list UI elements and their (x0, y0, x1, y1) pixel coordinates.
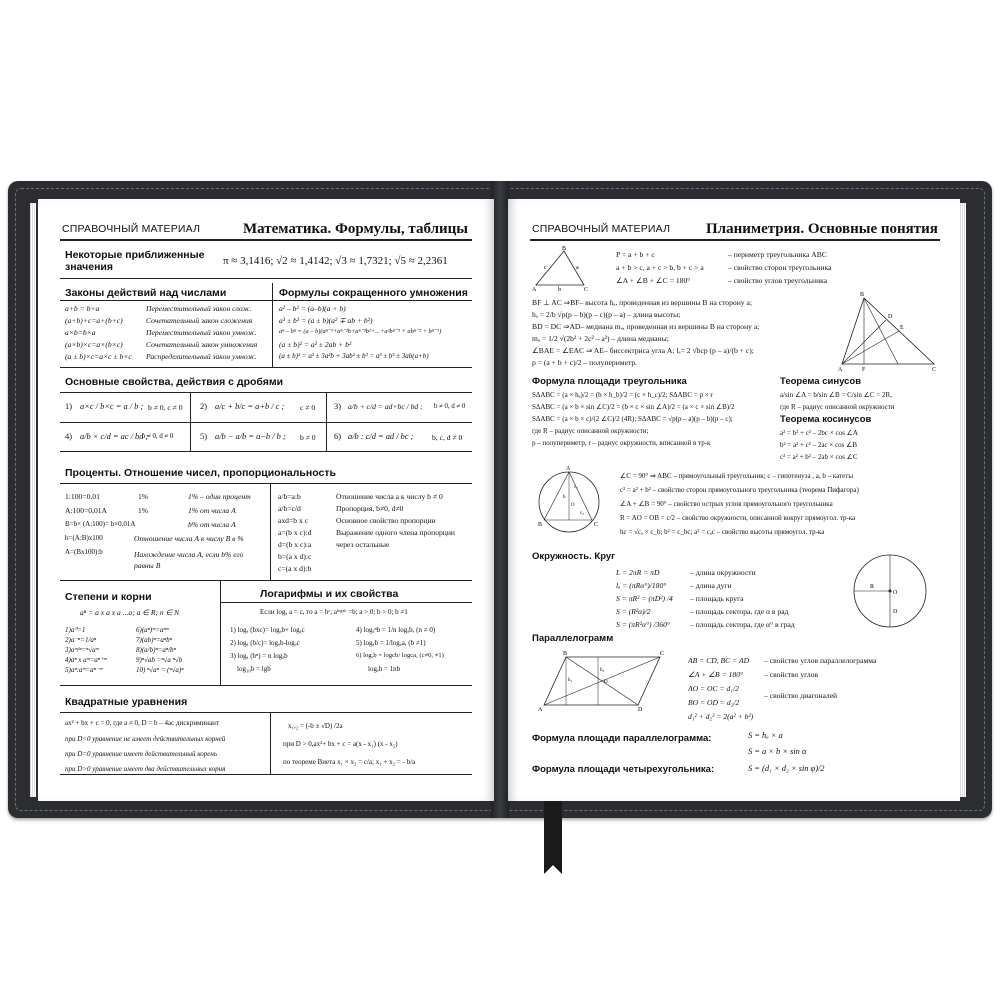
right-tri-line: hc = √cₐ × c_b; b² = c_bc; a² = cₐc – свойство высоты прямоугол. тр-ка (620, 528, 825, 536)
prop-a: a/b=a:b (278, 492, 301, 501)
par-label: C (660, 651, 665, 657)
par-formula: BO = OD = d₂/2 (688, 698, 740, 707)
percent-c: Отношение числа А к числу В в % (134, 534, 244, 543)
fraction-num: 5) (200, 432, 207, 441)
law-formula: (a+b)+c=a+(b+c) (65, 316, 123, 325)
power-rule: 4)aⁿ x aᵐ=aⁿ⁺ᵐ (65, 656, 107, 664)
circ-label: A (566, 466, 571, 472)
right-page (508, 199, 960, 801)
quad-factor: при D > 0,ax²+ bx + c = a(x - x₁) (x - x₂) (283, 740, 398, 748)
circ-label: B (538, 522, 543, 528)
percent-a: A=(Bx100):b (65, 548, 103, 556)
quad-heading: Квадратные уравнения (65, 696, 188, 708)
tri-line: p = (a + b + c)/2 – полупериметр. (532, 358, 638, 367)
left-header: СПРАВОЧНЫЙ МАТЕРИАЛ (62, 223, 201, 235)
short-mult-heading: Формулы сокращенного умножения (279, 287, 468, 299)
prop-a: axd=b x c (278, 516, 309, 525)
bookmark-ribbon[interactable] (544, 800, 562, 874)
tri-label: B (562, 246, 567, 252)
law-formula: (a ± b)×c=a×c ± b×c (65, 352, 132, 361)
circle-desc: – длина окружности (690, 568, 756, 577)
law-desc: Переместительный закон умнож. (146, 328, 257, 337)
par-formula: d₁² + d₂² = 2(a² + b²) (688, 712, 754, 721)
triangle-heights-diagram (838, 292, 938, 372)
log-rule: 5) logₐb = 1/logₐa, (b ≠1) (356, 639, 426, 647)
circle-heading: Окружность. Круг (532, 551, 616, 562)
prop-a: a=(b x c):d (278, 528, 312, 537)
circ-label: h (563, 495, 566, 500)
par-label: B (563, 651, 568, 657)
logs-heading: Логарифмы и их свойства (260, 588, 399, 600)
fraction-cond: b ≠ 0 (300, 433, 316, 442)
circle-formula: S = πR² = (πD²) /4 (616, 594, 673, 603)
par-formula: AO = OC = d₁/2 (688, 684, 739, 693)
power-rule: 6)(aⁿ)ᵐ=aⁿᵐ (136, 626, 169, 634)
fractions-heading: Основные свойства, действия с дробями (65, 376, 284, 388)
left-page (38, 199, 494, 801)
area-par-line: S = hₐ × a (748, 731, 783, 740)
right-page-edges (960, 203, 966, 797)
prop-b: Основное свойство пропорции (336, 516, 436, 525)
short-formula: aⁿ – bⁿ = (a – b)(aⁿ⁻¹+aⁿ⁻²b+aⁿ⁻³b²+...+a²bⁿ⁻³ + abⁿ⁻² + bⁿ⁻¹) (279, 328, 442, 335)
par-label: h₁ (568, 678, 573, 683)
quad-line: ax² + bx + c = 0, где a ≠ 0, D = b – 4ac дискриминант (65, 719, 219, 727)
circle-formula: S = (R²α)/2 (616, 607, 651, 616)
left-page-edges (30, 203, 36, 797)
tri-formula: ∠A + ∠B + ∠C = 180° (616, 276, 691, 285)
par-label: D (638, 707, 643, 713)
circle-label: R (870, 584, 875, 590)
power-rule: 3)aᵐ/ⁿ=ⁿ√aᵐ (65, 646, 99, 654)
quad-line: при D<0 уравнение не имеет действительных корней (65, 735, 226, 743)
area-par-heading: Формула площади параллелограмма: (532, 733, 712, 744)
percent-a: b=(A:B)x100 (65, 534, 103, 542)
fraction-formula: a/b − a/b = a−b / b ; (215, 432, 286, 441)
tri2-label: D (888, 314, 893, 320)
log-rule: log₁₀b = lgb (237, 665, 271, 673)
circle-diagram (850, 551, 930, 631)
percent-a: A:100=0,01A (65, 506, 108, 515)
fraction-formula: a/b : c/d = ad / bc ; (348, 432, 414, 441)
law-desc: Распределительный закон умнож. (146, 352, 257, 361)
circle-formula: L = 2πR = πD (616, 568, 660, 577)
percent-c: 1% от числа А (188, 506, 236, 515)
right-tri-line: R = AO = OB = c/2 – свойство окружности, описанной вокруг прямоугол. тр-ка (620, 514, 856, 522)
sines-line: где R – радиус описанной окружности (780, 403, 895, 411)
prop-b: Пропорция, b≠0, d≠0 (336, 504, 404, 513)
circle-desc: – площадь круга (690, 594, 744, 603)
right-tri-line: ∠A + ∠B = 90° – свойство острых углов прямоугольного треугольника (620, 500, 833, 508)
par-formula: ∠A + ∠B = 180° (688, 670, 744, 679)
tri2-label: A (838, 367, 843, 373)
tri-label: c (544, 265, 547, 271)
area-line: SΔABC = (a × b × c)/(2 ∠C)/2 (4R); SΔABC = √p(p – a)(p – b)(p – c); (532, 415, 733, 423)
fraction-num: 3) (334, 402, 341, 411)
log-rule: 2) logₐ (b/c)= logₐb-logₐc (230, 639, 300, 647)
cosines-line: a² = b² + c² – 2bc × cos ∠A (780, 429, 858, 437)
quad-vieta: по теореме Виета x₁ × x₂ = c/a; x₁ + x₂ = - b/a (283, 758, 416, 766)
fraction-num: 4) (65, 432, 72, 441)
quad-line: при D=0 уравнение имеет действительный корень (65, 750, 218, 758)
percent-b: 1% (138, 506, 149, 515)
power-rule: 10) ⁿ√aⁿ = (ⁿ√a)ⁿ (136, 666, 184, 674)
area-quad-line: S = (d₁ × d₂ × sin φ)/2 (748, 764, 825, 773)
short-formula: a² – b² = (a–b)(a + b) (279, 304, 346, 313)
tri-label: a (576, 265, 579, 271)
short-formula: a³ ± b³ = (a ± b)(a² ∓ ab + b²) (279, 316, 373, 325)
fraction-cond: b ≠ 0, d ≠ 0 (142, 433, 174, 440)
right-header: СПРАВОЧНЫЙ МАТЕРИАЛ (532, 223, 671, 235)
tri-formula: P = a + b + c (616, 250, 655, 259)
tri-line: hₐ = 2/b √p(p – b)(p – c)(p – a) – длина высоты; (532, 310, 681, 319)
tri-desc: – свойство сторон треугольника (728, 263, 832, 272)
logs-def: Если logₐ a = c, то a = bᶜ; aˡᵒᵍᵃᵇ =b; a > 0; b > 0; b ≠1 (260, 608, 408, 616)
percent-a: 1:100=0,01 (65, 492, 100, 501)
area-heading: Формула площади треугольника (532, 376, 687, 387)
circ-label: C (594, 522, 599, 528)
power-rule: 2)a⁻ⁿ=1/aⁿ (65, 636, 97, 644)
law-formula: a+b = b+a (65, 304, 100, 313)
tri-line: BD = DC ⇒AD– медиана mₐ, проведенная из вершины B на сторону a; (532, 322, 760, 331)
prop-b: Выражение одного члена пропорции (336, 528, 455, 537)
fraction-formula: a×c / b×c = a / b ; (80, 402, 144, 411)
log-rule: logₑb = 1nb (368, 665, 401, 673)
area-quad-heading: Формула площади четырехугольника: (532, 764, 715, 775)
fraction-formula: a/b × c/d = ac / bd ; (80, 432, 149, 441)
area-line: p – полупериметр, r – радиус окружности, вписанной в тр-к (532, 439, 711, 447)
fraction-cond: b, c, d ≠ 0 (432, 433, 463, 442)
circle-formula: lₐ = (πRα°)/180° (616, 581, 667, 590)
tri-desc: – периметр треугольника ABC (728, 250, 827, 259)
tri2-label: C (932, 367, 937, 373)
par-desc: – свойство углов (764, 670, 819, 679)
right-title: Планиметрия. Основные понятия (706, 221, 938, 237)
circ-label: c₂ (580, 511, 584, 516)
percent-c: 1% – один процент (188, 492, 251, 501)
cosines-line: c² = a² + b² – 2ab × cos ∠C (780, 453, 858, 461)
fraction-cond: b ≠ 0, c ≠ 0 (148, 403, 183, 412)
approx-heading-2: значения (65, 261, 113, 273)
prop-b: Отношение числа а к числу b ≠ 0 (336, 492, 443, 501)
cosines-line: b² = a² + c² – 2ac × cos ∠B (780, 441, 858, 449)
circle-formula: S = (πR²α°) /360° (616, 620, 670, 629)
fraction-formula: a/b + c/d = ad+bc / bd ; (348, 402, 423, 411)
law-formula: a×b=b×a (65, 328, 96, 337)
power-rule: 5)aⁿ:aᵐ=aⁿ⁻ᵐ (65, 666, 103, 674)
log-rule: 1) logₐ (bxc)= logₐb+ logₐc (230, 626, 305, 634)
inscribed-triangle-diagram (536, 464, 606, 539)
tri2-label: B (860, 292, 865, 298)
law-formula: (a×b)×c=a×(b×c) (65, 340, 123, 349)
circle-desc: – длина дуги (690, 581, 732, 590)
circle-desc: – площадь сектора, где α в рад (690, 607, 789, 616)
power-rule: 9)ⁿ√ab =ⁿ√a ⁿ√b (136, 656, 183, 664)
sines-heading: Теорема синусов (780, 376, 862, 387)
quad-root: x₁,₂ = (-b ± √D) /2a (288, 722, 343, 730)
par-desc: – свойство диагоналей (764, 691, 838, 700)
fraction-num: 2) (200, 402, 207, 411)
area-par-line: S = a × b × sin α (748, 747, 807, 756)
par-desc: – свойство углов параллелограмма (764, 656, 877, 665)
percent-a: B=b× (A:100)= b×0,01A (65, 520, 136, 528)
tri-desc: – свойство углов треугольника (728, 276, 828, 285)
area-line: SΔABC = (a × b × sin ∠C)/2 = (b × c × sin ∠A)/2 = (a × c × sin ∠B)/2 (532, 403, 735, 411)
short-formula: (a ± b)³ = a³ ± 3a²b + 3ab² ± b³ = a³ ± b³ ± 3ab(a+b) (279, 352, 429, 360)
quad-line: при D>0 уравнение имеет два действительных корня (65, 765, 226, 773)
prop-a: a/b=c/d (278, 504, 301, 513)
tri-line: BF ⊥ AC ⇒BF– высота hₐ, проведенная из вершины B на сторону a; (532, 298, 752, 307)
par-label: A (538, 707, 543, 713)
tri-formula: a + b > c, a + c > b, b + c > a (616, 263, 704, 272)
approx-values: π ≈ 3,1416; √2 ≈ 1,4142; √3 ≈ 1,7321; √5 ≈ 2,2361 (223, 255, 448, 267)
prop-a: d=(b x c):a (278, 540, 312, 549)
law-desc: Сочетательный закон умножения (146, 340, 258, 349)
powers-heading: Степени и корни (65, 591, 152, 603)
power-rule: 8)(a/b)ⁿ=aⁿ/bⁿ (136, 646, 176, 654)
powers-def: aⁿ = a x a x a ...a; a ∈ R; n ∈ N (80, 608, 180, 617)
par-formula: AB = CD, BC = AD (688, 656, 750, 665)
circ-label: O (571, 503, 575, 508)
fraction-num: 1) (65, 402, 72, 411)
law-desc: Переместительный закон слож. (146, 304, 252, 313)
area-line: SΔABC = (a × hₐ)/2 = (b × h_b)/2 = (c × h_c)/2; SΔABC = p × r (532, 391, 713, 399)
tri2-label: E (900, 325, 904, 331)
short-formula: (a ± b)² = a² ± 2ab + b² (279, 340, 352, 349)
par-label: h₂ (600, 668, 605, 673)
log-rule: 6) logₐb = logcb/ logca, (c≠0, ≠1) (356, 652, 444, 659)
tri-line: mₐ = 1/2 √(2b² + 2c² – a²) – длина медианы; (532, 334, 669, 343)
laws-heading: Законы действий над числами (65, 287, 227, 299)
prop-a: c=(a x d):b (278, 564, 312, 573)
circle-label: D (893, 609, 898, 615)
tri2-label: F (862, 367, 866, 373)
tri-label: b (558, 287, 561, 293)
percent-c: Нахождение числа А, если b% его равны В (134, 550, 244, 570)
cosines-heading: Теорема косинусов (780, 414, 872, 425)
circ-label: c₁ (574, 485, 578, 490)
circle-label: O (893, 590, 898, 596)
left-title: Математика. Формулы, таблицы (243, 221, 469, 237)
percent-b: 1% (138, 492, 149, 501)
right-tri-line: c² = a² + b² – свойство сторон прямоугольного треугольника (теорема Пифагора) (620, 486, 859, 494)
fraction-cond: b ≠ 0, d ≠ 0 (434, 403, 466, 410)
prop-b: через остальные (336, 540, 390, 549)
approx-heading: Некоторые приближенные (65, 249, 205, 261)
tri-line: ∠BAE = ∠EAC ⇒ AE– биссектриса угла A; lₐ= 2 √bcp (p – a)/(b + c); (532, 346, 754, 355)
power-rule: 1)a⁰=1 (65, 626, 86, 634)
fraction-cond: c ≠ 0 (300, 403, 316, 412)
log-rule: 4) logₐⁿb = 1/n logₐb, (n ≠ 0) (356, 626, 436, 634)
percent-c: b% от числа А (188, 520, 236, 529)
triangle-diagram (532, 247, 592, 292)
power-rule: 7)(ab)ⁿ=aⁿbⁿ (136, 636, 172, 644)
percent-heading: Проценты. Отношение чисел, пропорциональность (65, 467, 336, 479)
circle-desc: – площадь сектора, где α° в град (690, 620, 795, 629)
log-rule: 3) logₐ (bⁿ) = n logₐb (230, 652, 288, 660)
prop-a: b=(a x d):c (278, 552, 312, 561)
tri-label: C (584, 287, 589, 293)
par-label: O (604, 680, 608, 685)
right-tri-line: ∠C = 90° ⇒ ABC – прямоугольный треугольник; c – гипотенуза , a, b – катеты (620, 472, 854, 480)
sines-line: a/sin ∠A = b/sin ∠B = C/sin ∠C = 2R, (780, 391, 892, 399)
parallelogram-diagram (536, 651, 666, 711)
fraction-num: 6) (334, 432, 341, 441)
tri-label: A (532, 287, 537, 293)
fraction-formula: a/c + b/c = a+b / c ; (215, 402, 285, 411)
area-line: где R – радиус описанной окружности; (532, 427, 649, 435)
parallelogram-heading: Параллелограмм (532, 633, 614, 644)
law-desc: Сочетательный закон сложения (146, 316, 253, 325)
